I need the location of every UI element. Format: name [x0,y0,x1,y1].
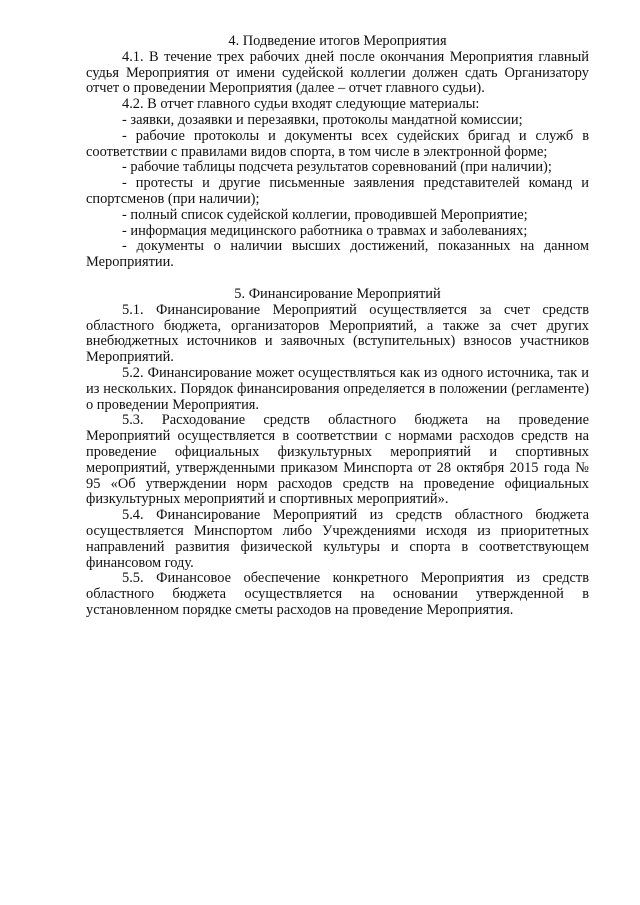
section-spacer [86,271,589,287]
paragraph-4-2: 4.2. В отчет главного судьи входят следующие материалы: [122,96,480,113]
list-item: - рабочие протоколы и документы всех судейских бригад и служб в соответствии с правилами видов спорта, в том числе в электронной форме; [86,127,589,160]
list-item: - документы о наличии высших достижений, показанных на данном Мероприятии. [86,238,589,271]
document-text [86,34,589,619]
paragraph-5-1: 5.1. Финансирование Мероприятий осуществляется за счет средств областного бюджета, организаторов Мероприятий, а также за счет других внебюджетных источников и заявочных (вступительных) взносов участников Мероприятий. [86,301,589,366]
paragraph-5-3: 5.3. Расходование средств областного бюджета на проведение Мероприятий осуществляется в соответствии с нормами расходов средств на проведение официальных физкультурных мероприятий и спортивных мероприятий, утвержденными приказом Минспорта от 28 октября 2015 года № 95 «Об утверждении норм расходов средств на проведение официальных физкультурных мероприятий и спортивных мероприятий». [86,412,589,508]
section-4-heading: 4. Подведение итогов Мероприятия [228,33,447,49]
paragraph-5-5: 5.5. Финансовое обеспечение конкретного Мероприятия из средств областного бюджета осуществляется на основании утвержденной в установленном порядке сметы расходов на проведение Мероприятия. [86,570,589,618]
paragraph-4-1: 4.1. В течение трех рабочих дней после окончания Мероприятия главный судья Мероприятия от имени судейской коллегии должен сдать Организатору отчет о проведении Мероприятия (далее – отчет главного судьи). [86,48,589,97]
list-item: - информация медицинского работника о травмах и заболеваниях; [122,222,528,239]
section-5-heading: 5. Финансирование Мероприятий [234,285,441,302]
list-item: - заявки, дозаявки и перезаявки, протоколы мандатной комиссии; [122,111,523,128]
paragraph-5-2: 5.2. Финансирование может осуществляться как из одного источника, так и из нескольких. Порядок финансирования определяется в положении (регламенте) о проведении Мероприятия. [86,364,589,413]
list-item: - протесты и другие письменные заявления представителей команд и спортсменов (при наличии); [86,175,589,207]
list-item: - полный список судейской коллегии, проводившей Мероприятие; [122,206,528,223]
list-item: - рабочие таблицы подсчета результатов соревнований (при наличии); [122,159,552,176]
paragraph-5-4: 5.4. Финансирование Мероприятий из средств областного бюджета осуществляется Минспортом либо Учреждениями исходя из приоритетных направлений развития физической культуры и спорта в соответствующем финансовом году. [86,507,589,571]
